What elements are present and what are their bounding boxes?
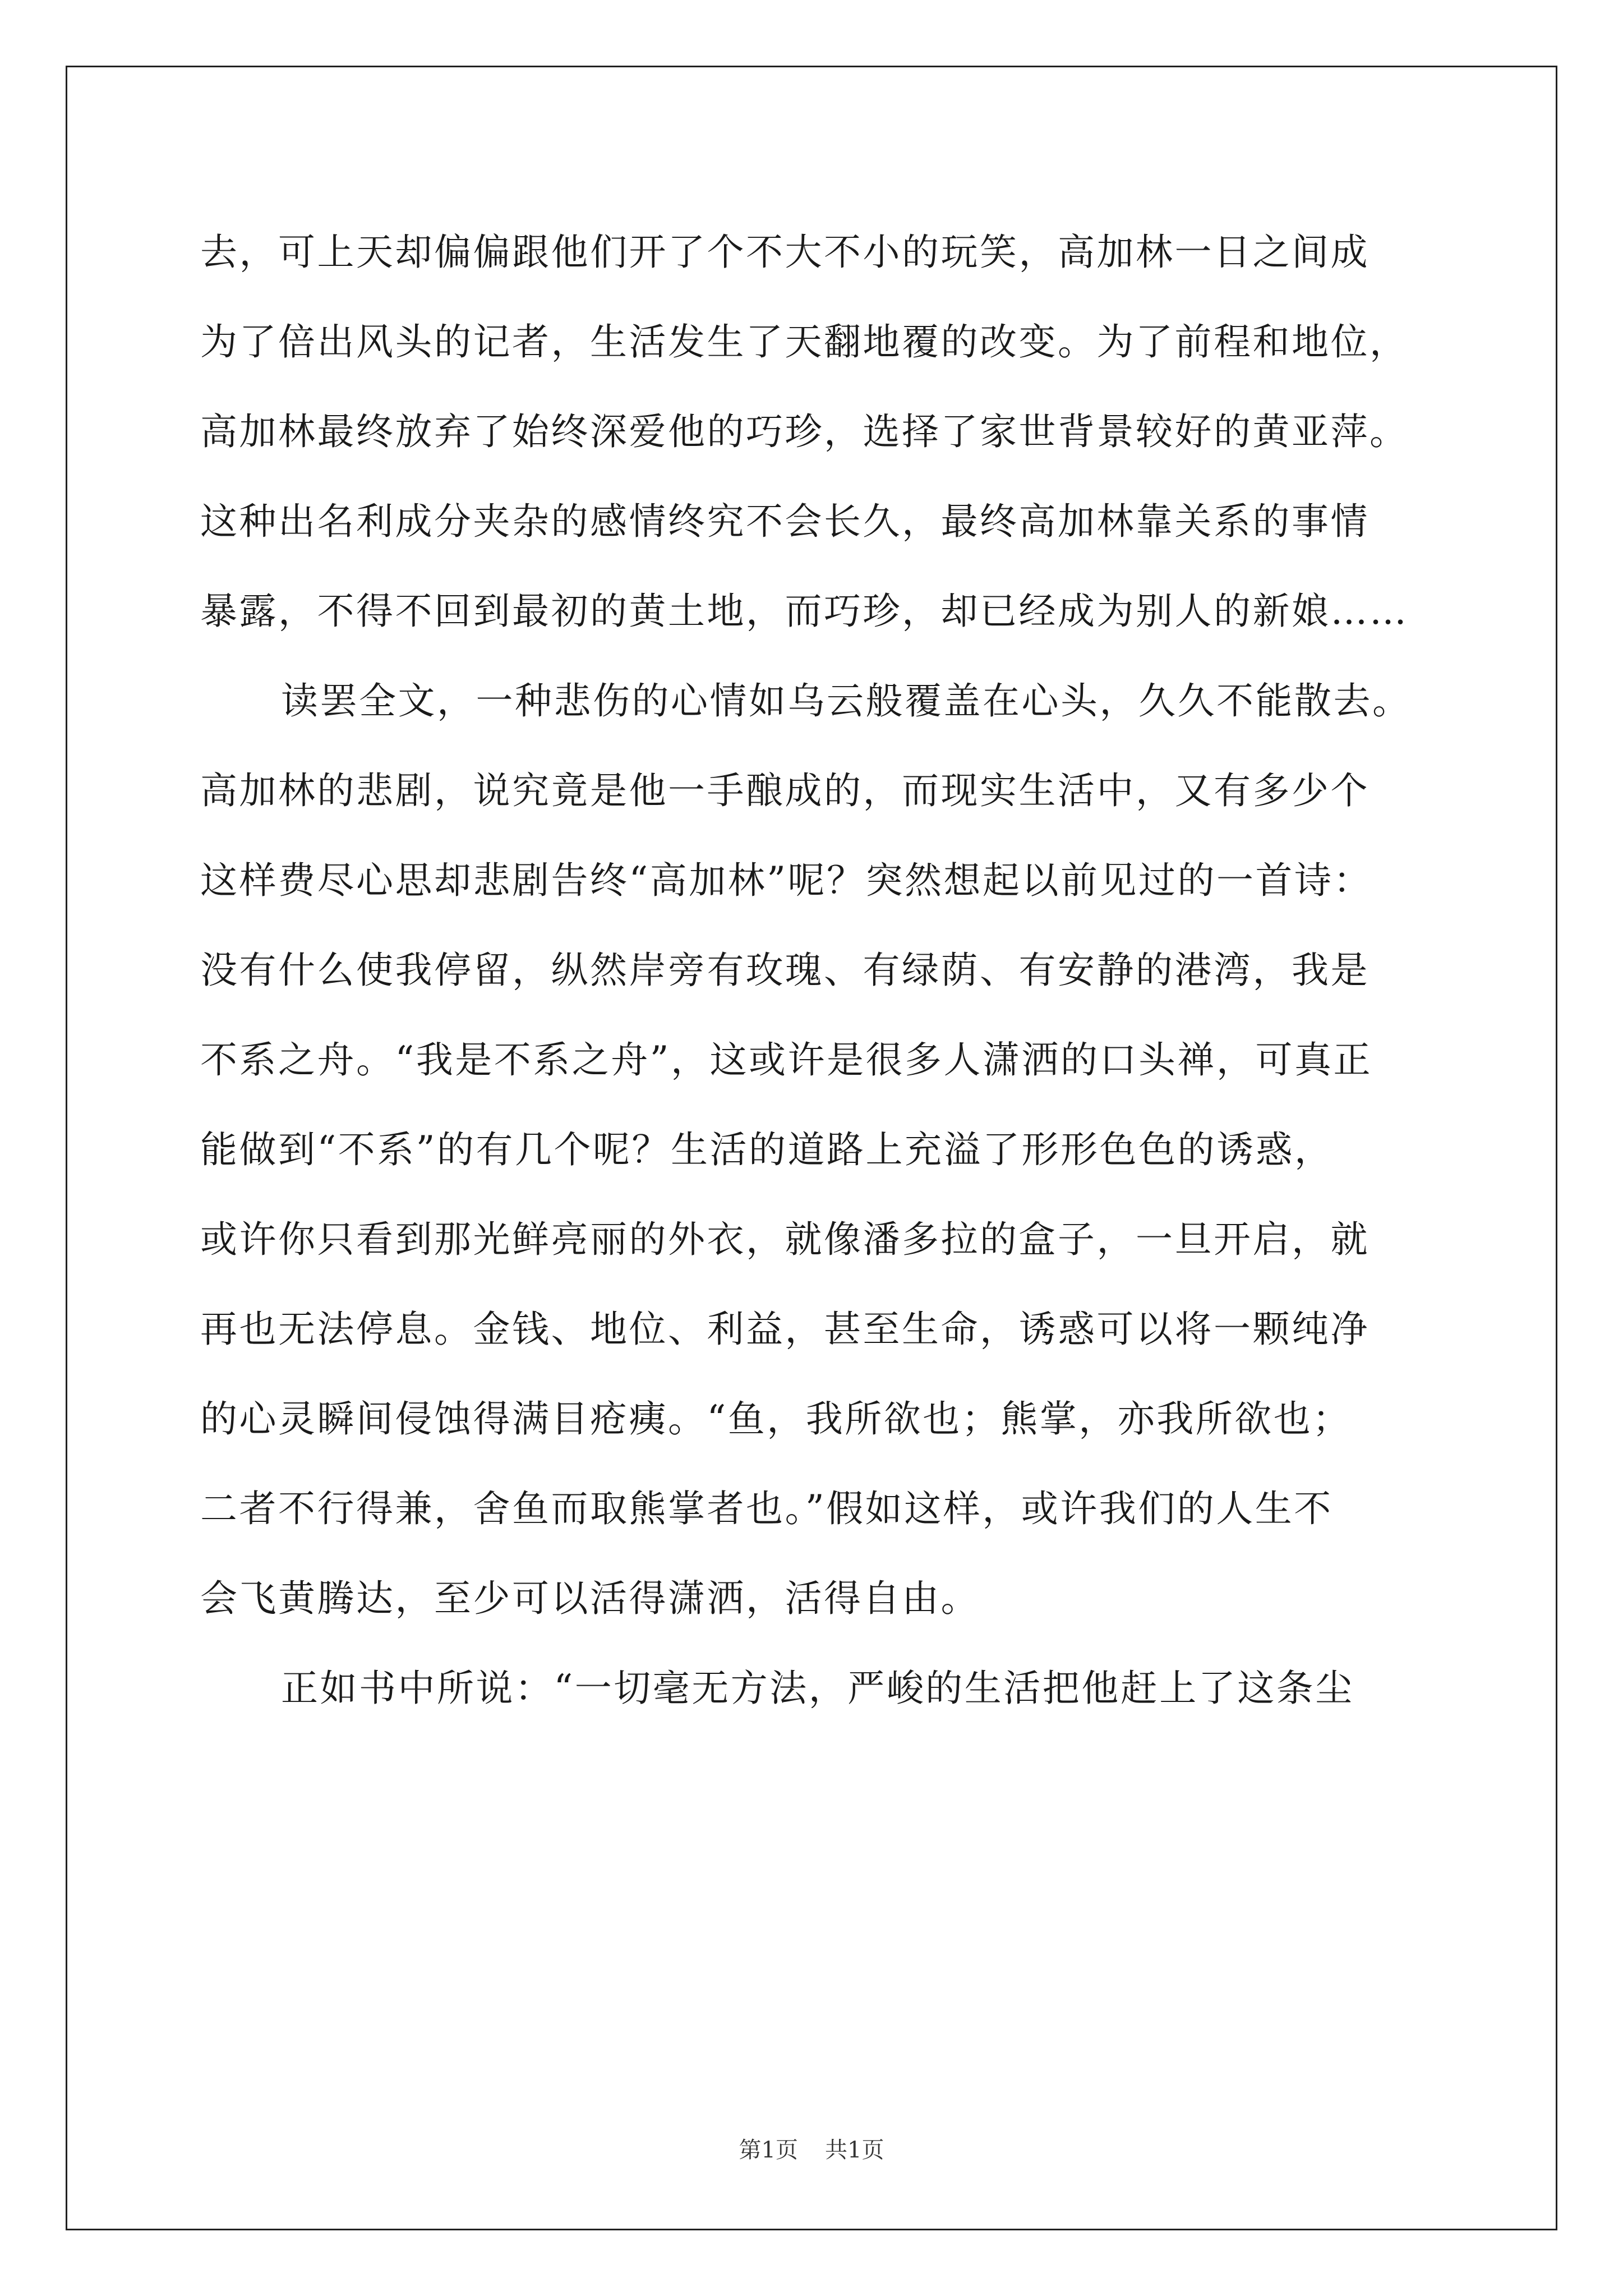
text-line: 没有什么使我停留，纵然岸旁有玫瑰、有绿荫、有安静的港湾，我是	[200, 949, 1370, 992]
text-line: 会飞黄腾达，至少可以活得潇洒，活得自由。	[200, 1577, 980, 1620]
page-footer	[0, 2136, 1623, 2164]
text-line: 或许你只看到那光鲜亮丽的外衣，就像潘多拉的盒子，一旦开启，就	[200, 1218, 1370, 1261]
text-line: 为了倍出风头的记者，生活发生了天翻地覆的改变。为了前程和地位，	[200, 320, 1409, 364]
text-line: 再也无法停息。金钱、地位、利益，甚至生命，诱惑可以将一颗纯净	[200, 1308, 1370, 1351]
text-line: 高加林最终放弃了始终深爱他的巧珍，选择了家世背景较好的黄亚萍。	[200, 410, 1409, 453]
text-line: 这样费尽心思却悲剧告终“高加林”呢？突然想起以前见过的一首诗：	[200, 859, 1372, 902]
text-line: 的心灵瞬间侵蚀得满目疮痍。“鱼，我所欲也；熊掌，亦我所欲也；	[200, 1397, 1352, 1441]
text-line: 二者不行得兼，舍鱼而取熊掌者也。”假如这样，或许我们的人生不	[200, 1487, 1333, 1530]
text-line: 暴露，不得不回到最初的黄土地，而巧珍，却已经成为别人的新娘……	[200, 590, 1409, 633]
text-line: 高加林的悲剧，说究竟是他一手酿成的，而现实生活中，又有多少个	[200, 769, 1370, 812]
page-number-current: 第1页	[739, 2137, 798, 2163]
text-line: 这种出名利成分夹杂的感情终究不会长久，最终高加林靠关系的事情	[200, 500, 1370, 543]
document-body	[200, 208, 1426, 1733]
text-line: 不系之舟。“我是不系之舟”，这或许是很多人潇洒的口头禅，可真正	[200, 1038, 1372, 1082]
text-line: 去，可上天却偏偏跟他们开了个不大不小的玩笑，高加林一日之间成	[200, 231, 1370, 274]
text-line: 能做到“不系”的有几个呢？生活的道路上充溢了形形色色的诱惑，	[200, 1128, 1334, 1171]
page-number-total: 共1页	[825, 2137, 884, 2163]
paragraph-start-line: 正如书中所说：“一切毫无方法，严峻的生活把他赶上了这条尘	[281, 1667, 1354, 1710]
paragraph-start-line: 读罢全文，一种悲伤的心情如乌云般覆盖在心头，久久不能散去。	[281, 679, 1412, 723]
